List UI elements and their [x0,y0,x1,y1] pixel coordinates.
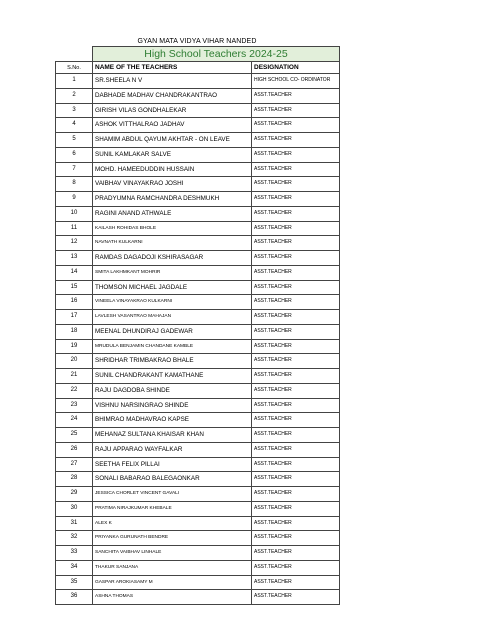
cell-sno: 20 [56,354,93,369]
cell-designation: ASST.TEACHER [252,221,340,236]
cell-designation: ASST.TEACHER [252,339,340,354]
header-name: NAME OF THE TEACHERS [93,62,252,74]
cell-designation: HIGH SCHOOL CO- ORDINATOR [252,74,340,89]
table-row [56,457,340,472]
cell-teacher-name: RAMDAS DAGADOJI KSHIRASAGAR [93,251,252,266]
cell-designation: ASST.TEACHER [252,575,340,590]
cell-teacher-name: DABHADE MADHAV CHANDRAKANTRAO [93,88,252,103]
cell-teacher-name: MEENAL DHUNDIRAJ GADEWAR [93,324,252,339]
cell-designation: ASST.TEACHER [252,177,340,192]
cell-teacher-name: LAVLESH VASANTRAO MAHAJAN [93,310,252,325]
cell-designation: ASST.TEACHER [252,103,340,118]
cell-sno: 33 [56,546,93,561]
table-row [56,280,340,295]
cell-designation: ASST.TEACHER [252,546,340,561]
cell-teacher-name: ASHOK VITTHALRAO JADHAV [93,118,252,133]
table-row [56,383,340,398]
cell-designation: ASST.TEACHER [252,590,340,605]
cell-teacher-name: ALEX K [93,516,252,531]
cell-teacher-name: SUNIL CHANDRAKANT KAMATHANE [93,369,252,384]
cell-teacher-name: THAKUR SANJANA [93,560,252,575]
cell-designation: ASST.TEACHER [252,310,340,325]
table-row [56,472,340,487]
cell-designation: ASST.TEACHER [252,118,340,133]
title-row [56,47,340,62]
table-row [56,118,340,133]
cell-teacher-name: RAJU DAGDOBA SHINDE [93,383,252,398]
cell-designation: ASST.TEACHER [252,324,340,339]
cell-designation: ASST.TEACHER [252,295,340,310]
cell-sno: 23 [56,398,93,413]
cell-sno: 2 [56,88,93,103]
table-row [56,398,340,413]
table-row [56,560,340,575]
cell-teacher-name: PRADYUMNA RAMCHANDRA DESHMUKH [93,192,252,207]
cell-designation: ASST.TEACHER [252,487,340,502]
table-row [56,354,340,369]
cell-teacher-name: SEETHA FELIX PILLAI [93,457,252,472]
cell-designation: ASST.TEACHER [252,531,340,546]
cell-sno: 35 [56,575,93,590]
cell-sno: 21 [56,369,93,384]
table-row [56,310,340,325]
table-row [56,74,340,89]
table-row [56,442,340,457]
cell-sno: 5 [56,133,93,148]
cell-designation: ASST.TEACHER [252,428,340,443]
cell-sno: 27 [56,457,93,472]
cell-teacher-name: THOMSON MICHAEL JAGDALE [93,280,252,295]
cell-sno: 16 [56,295,93,310]
table-row [56,162,340,177]
cell-sno: 25 [56,428,93,443]
cell-sno: 18 [56,324,93,339]
cell-sno: 30 [56,501,93,516]
cell-sno: 6 [56,147,93,162]
cell-sno: 12 [56,236,93,251]
cell-designation: ASST.TEACHER [252,398,340,413]
cell-designation: ASST.TEACHER [252,383,340,398]
table-row [56,546,340,561]
cell-teacher-name: SHAMIM ABDUL QAYUM AKHTAR - ON LEAVE [93,133,252,148]
cell-teacher-name: VINEELA VINAYAKRAO KULKARNI [93,295,252,310]
table-row [56,147,340,162]
cell-sno: 26 [56,442,93,457]
cell-teacher-name: PRIYANKA GURUNATH BENDRE [93,531,252,546]
cell-sno: 1 [56,74,93,89]
cell-designation: ASST.TEACHER [252,354,340,369]
cell-designation: ASST.TEACHER [252,442,340,457]
cell-designation: ASST.TEACHER [252,88,340,103]
table-row [56,88,340,103]
cell-teacher-name: SANCHITA VAIBHAV LINHALE [93,546,252,561]
table-row [56,590,340,605]
cell-sno: 24 [56,413,93,428]
cell-designation: ASST.TEACHER [252,516,340,531]
cell-designation: ASST.TEACHER [252,280,340,295]
teachers-table [55,46,340,605]
table-row [56,133,340,148]
table-row [56,413,340,428]
cell-designation: ASST.TEACHER [252,457,340,472]
cell-sno: 22 [56,383,93,398]
cell-designation: ASST.TEACHER [252,147,340,162]
cell-sno: 36 [56,590,93,605]
cell-teacher-name: SUNIL KAMLAKAR SALVE [93,147,252,162]
cell-designation: ASST.TEACHER [252,413,340,428]
cell-designation: ASST.TEACHER [252,560,340,575]
cell-sno: 11 [56,221,93,236]
cell-teacher-name: JESSICA CHORLET VINCENT GAVALI [93,487,252,502]
cell-sno: 19 [56,339,93,354]
cell-teacher-name: RAJU APPARAO WAYFALKAR [93,442,252,457]
cell-teacher-name: NAVNATH KULKARNI [93,236,252,251]
cell-sno: 15 [56,280,93,295]
cell-teacher-name: ASHNA THOMAS [93,590,252,605]
cell-designation: ASST.TEACHER [252,162,340,177]
cell-designation: ASST.TEACHER [252,192,340,207]
cell-sno: 10 [56,206,93,221]
table-row [56,206,340,221]
cell-sno: 17 [56,310,93,325]
sheet-title: High School Teachers 2024-25 [93,47,340,62]
cell-sno: 14 [56,265,93,280]
cell-teacher-name: MRUDULA BENJAMIN CHANDANE KAMBLE [93,339,252,354]
cell-sno: 13 [56,251,93,266]
cell-sno: 9 [56,192,93,207]
cell-teacher-name: MOHD. HAMEEDUDDIN HUSSAIN [93,162,252,177]
table-row [56,251,340,266]
cell-teacher-name: SHRIDHAR TRIMBAKRAO BHALE [93,354,252,369]
table-row [56,192,340,207]
table-row [56,501,340,516]
cell-designation: ASST.TEACHER [252,501,340,516]
header-row [56,62,340,74]
table-row [56,428,340,443]
table-row [56,531,340,546]
table-row [56,369,340,384]
table-row [56,265,340,280]
cell-teacher-name: VISHNU NARSINGRAO SHINDE [93,398,252,413]
cell-designation: ASST.TEACHER [252,265,340,280]
table-row [56,221,340,236]
cell-teacher-name: VAIBHAV VINAYAKRAO JOSHI [93,177,252,192]
cell-teacher-name: SMITA LAKHMKANT MOHRIR [93,265,252,280]
cell-teacher-name: KAILASH ROHIDAS BHOLE [93,221,252,236]
cell-designation: ASST.TEACHER [252,133,340,148]
table-row [56,236,340,251]
cell-designation: ASST.TEACHER [252,251,340,266]
table-row [56,339,340,354]
table-row [56,516,340,531]
cell-teacher-name: SR.SHEELA N V [93,74,252,89]
cell-teacher-name: GASPAR AROKIASAMY M [93,575,252,590]
table-row [56,177,340,192]
table-row [56,295,340,310]
cell-designation: ASST.TEACHER [252,472,340,487]
cell-teacher-name: PRATIMA NIRAJKUMAR KHEBALE [93,501,252,516]
cell-teacher-name: GIRISH VILAS GONDHALEKAR [93,103,252,118]
cell-sno: 3 [56,103,93,118]
cell-sno: 29 [56,487,93,502]
table-row [56,487,340,502]
cell-sno: 4 [56,118,93,133]
table-row [56,575,340,590]
cell-sno: 7 [56,162,93,177]
cell-designation: ASST.TEACHER [252,206,340,221]
cell-sno: 34 [56,560,93,575]
table-row [56,103,340,118]
school-name: GYAN MATA VIDYA VIHAR NANDED [137,38,257,45]
table-row [56,324,340,339]
cell-teacher-name: MEHANAZ SULTANA KHAISAR KHAN [93,428,252,443]
cell-teacher-name: RAGINI ANAND ATHWALE [93,206,252,221]
cell-teacher-name: BHIMRAO MADHAVRAO KAPSE [93,413,252,428]
header-sno: S.No. [56,62,93,74]
cell-sno: 31 [56,516,93,531]
cell-teacher-name: SONALI BABARAO BALEGAONKAR [93,472,252,487]
cell-designation: ASST.TEACHER [252,369,340,384]
header-designation: DESIGNATION [252,62,340,74]
cell-sno: 28 [56,472,93,487]
cell-sno: 32 [56,531,93,546]
cell-sno: 8 [56,177,93,192]
cell-designation: ASST.TEACHER [252,236,340,251]
